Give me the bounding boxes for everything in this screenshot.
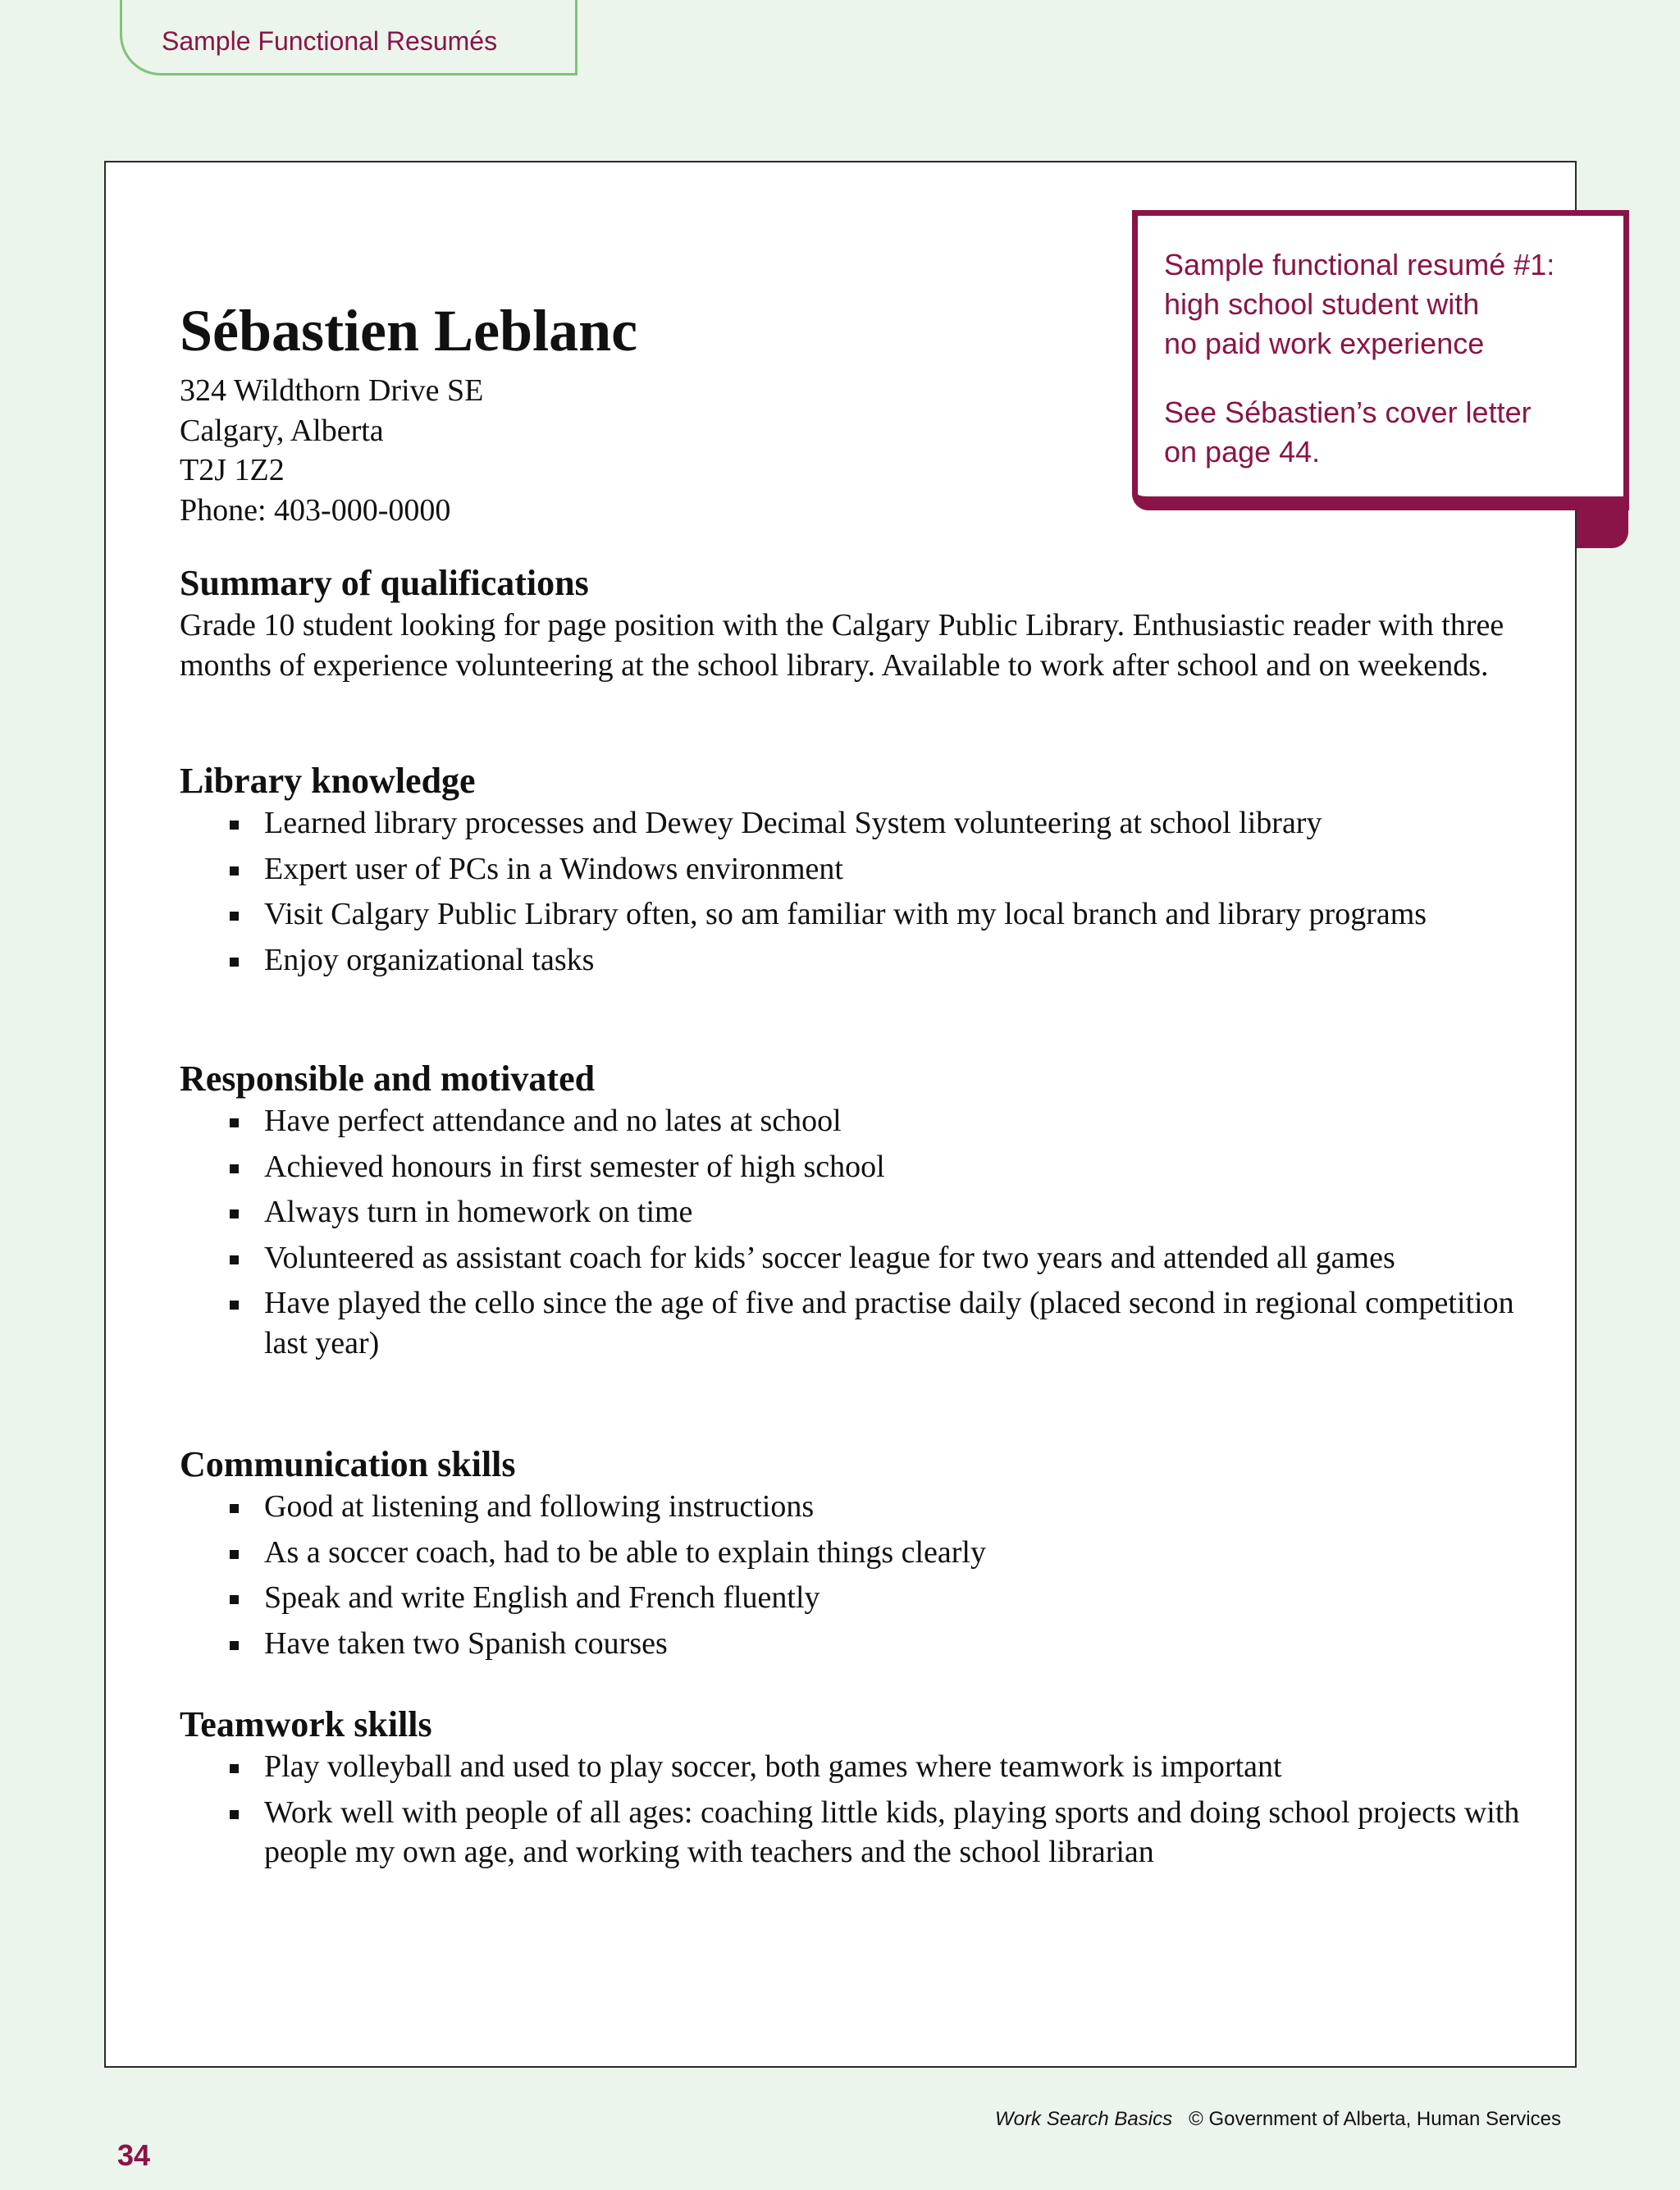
address-postal-code: T2J 1Z2 (180, 453, 285, 487)
list-item (180, 1747, 1626, 1787)
section-teamwork-skills (180, 1703, 1626, 1878)
list-item (180, 1578, 1626, 1618)
square-bullet-icon (230, 1164, 239, 1173)
square-bullet-icon (230, 866, 239, 876)
callout-title-line2: high school student with (1164, 287, 1480, 321)
list-item (180, 894, 1445, 935)
square-bullet-icon (230, 1504, 239, 1513)
list-item (180, 1793, 1577, 1872)
address-city: Calgary, Alberta (180, 413, 384, 448)
callout-note (1164, 393, 1599, 472)
list-item (180, 803, 1626, 844)
footer-credit (995, 2108, 1561, 2131)
list-item-text: Good at listening and following instructions (264, 1489, 815, 1524)
list-item-text: Have played the cello since the age of five and practise daily (placed second in regional competition last year) (264, 1286, 1514, 1360)
list-item (180, 849, 1626, 889)
list-item (180, 1533, 1626, 1573)
square-bullet-icon (230, 958, 239, 967)
page-number: 34 (117, 2138, 151, 2172)
square-bullet-icon (230, 1209, 239, 1218)
bullet-list (180, 1101, 1626, 1363)
square-bullet-icon (230, 1810, 239, 1819)
square-bullet-icon (230, 1255, 239, 1264)
section-heading: Library knowledge (180, 761, 476, 801)
list-item (180, 1101, 1626, 1141)
bullet-list (180, 1747, 1626, 1872)
section-heading: Teamwork skills (180, 1704, 432, 1744)
section-library-knowledge (180, 759, 1626, 985)
summary-text: Grade 10 student looking for page position with the Calgary Public Library. Enthusiastic reader with three months of experience volunteering at the school library. Available to work after school and on weekends. (180, 608, 1504, 683)
list-item (180, 1283, 1527, 1363)
callout-note-line2: on page 44. (1164, 435, 1321, 469)
square-bullet-icon (230, 1550, 239, 1559)
section-heading: Responsible and motivated (180, 1058, 596, 1099)
list-item-text: As a soccer coach, had to be able to explain things clearly (264, 1534, 986, 1570)
square-bullet-icon (230, 912, 239, 921)
callout-title-line3: no paid work experience (1164, 327, 1485, 360)
callout-box (1132, 210, 1629, 510)
list-item-text: Have taken two Spanish courses (264, 1625, 668, 1661)
contact-address (180, 371, 483, 530)
square-bullet-icon (230, 1764, 239, 1773)
section-tab (120, 0, 578, 75)
list-item-text: Visit Calgary Public Library often, so am familiar with my local branch and library programs (264, 897, 1427, 931)
list-item (180, 1147, 1626, 1187)
list-item-text: Speak and write English and French fluently (264, 1580, 820, 1615)
list-item-text: Have perfect attendance and no lates at school (264, 1104, 842, 1138)
publication-title: Work Search Basics (995, 2108, 1173, 2130)
bullet-list (180, 1487, 1626, 1663)
section-summary (180, 561, 1525, 685)
list-item-text: Achieved honours in first semester of high school (264, 1149, 885, 1184)
list-item-text: Learned library processes and Dewey Decimal System volunteering at school library (264, 806, 1322, 840)
section-heading: Communication skills (180, 1444, 516, 1484)
callout-title-line1: Sample functional resumé #1: (1164, 248, 1555, 281)
square-bullet-icon (230, 821, 239, 830)
list-item-text: Work well with people of all ages: coaching little kids, playing sports and doing school projects with people my own age, and working with teachers and the school librarian (264, 1795, 1520, 1869)
list-item-text: Expert user of PCs in a Windows environment (264, 851, 843, 886)
section-heading: Summary of qualifications (180, 563, 589, 603)
section-responsible-motivated (180, 1057, 1626, 1369)
copyright-notice: © Government of Alberta, Human Services (1189, 2108, 1561, 2130)
applicant-name: Sébastien Leblanc (180, 298, 638, 363)
list-item-text: Enjoy organizational tasks (264, 942, 595, 977)
list-item (180, 1487, 1626, 1527)
address-phone: Phone: 403-000-0000 (180, 492, 451, 528)
list-item (180, 1624, 1626, 1664)
section-communication-skills (180, 1442, 1626, 1669)
list-item-text: Always turn in homework on time (264, 1195, 693, 1229)
list-item-text: Volunteered as assistant coach for kids’ soccer league for two years and attended all games (264, 1240, 1395, 1275)
square-bullet-icon (230, 1641, 239, 1650)
callout-note-line1: See Sébastien’s cover letter (1164, 395, 1532, 429)
square-bullet-icon (230, 1301, 239, 1310)
list-item-text: Play volleyball and used to play soccer, both games where teamwork is important (264, 1749, 1282, 1784)
section-tab-label: Sample Functional Resumés (162, 26, 498, 56)
list-item (180, 940, 1626, 981)
square-bullet-icon (230, 1118, 239, 1127)
address-street: 324 Wildthorn Drive SE (180, 373, 484, 408)
callout-title (1164, 245, 1599, 363)
square-bullet-icon (230, 1595, 239, 1604)
bullet-list (180, 803, 1626, 980)
list-item (180, 1238, 1544, 1278)
list-item (180, 1192, 1626, 1232)
